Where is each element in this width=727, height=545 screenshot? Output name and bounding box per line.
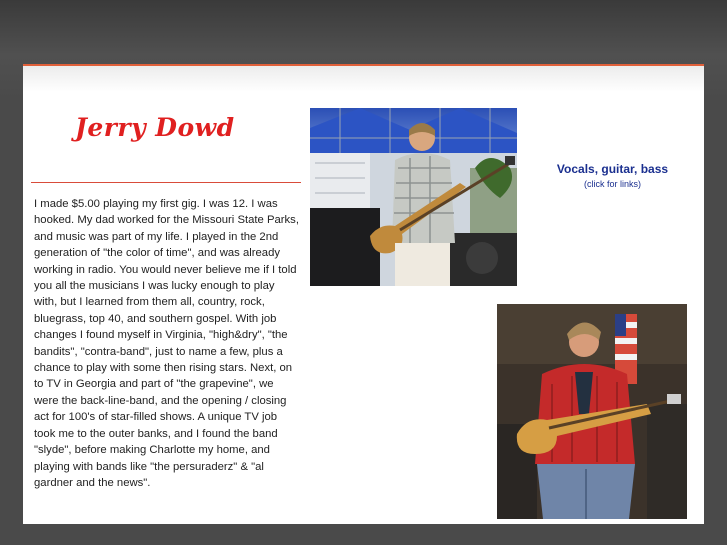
bio-paragraph: I made $5.00 playing my first gig. I was 12. I was hooked. My dad worked for the Missouri State Parks, and music was part of my life. I played in the 2nd generation of "the color of time", and was already working in radio. You would never believe me if I told you all the musicians I was lucky enough to play with, but I learned from them all, country, rock, bluegrass, top 40, and southern gospel. With job changes I found myself in Virginia, "high&dry", "the bandits", "contra-band", just to name a few, plus a chance to play with some then rising stars. Next, on to TV in Georgia and part of "the grapevine", we were the back-line-band, and the opening / closing act for 100's of star-filled shows. A unique TV job took me to the outer banks, and I found the band "slyde", before making Charlotte my home, and playing with bands like "the persuraderz" & "al gardner and the news". bbox=[34, 198, 299, 489]
links-note[interactable]: (click for links) bbox=[583, 179, 641, 189]
page-title: Jerry Dowd bbox=[75, 113, 235, 142]
instruments-label: Vocals, guitar, bass bbox=[556, 162, 669, 176]
stage-photo bbox=[310, 108, 517, 286]
content-panel bbox=[23, 64, 704, 524]
panel-top-shade bbox=[23, 66, 704, 92]
indoor-photo bbox=[497, 304, 687, 519]
title-divider bbox=[31, 182, 301, 183]
